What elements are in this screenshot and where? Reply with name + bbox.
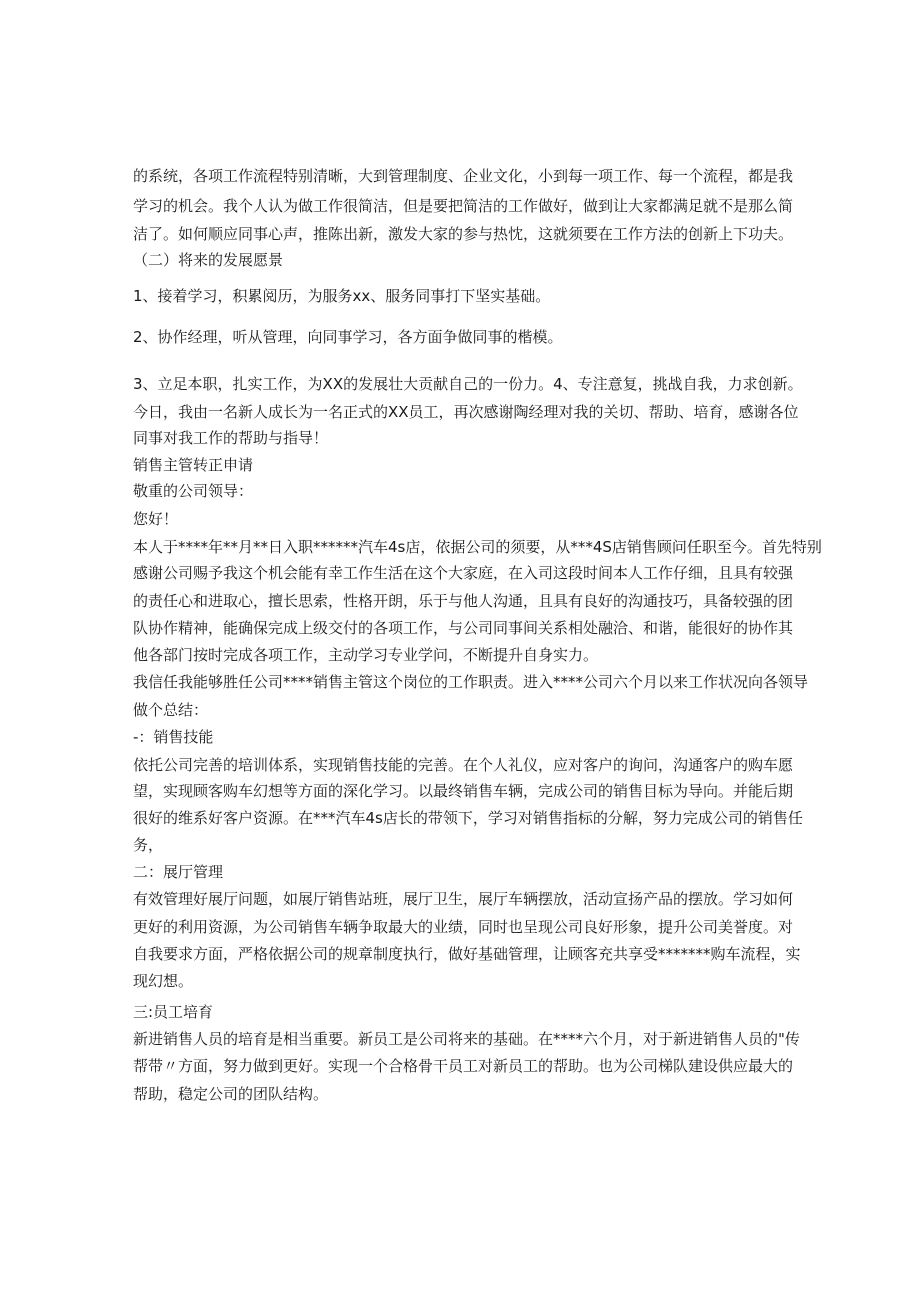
body1-line-3: 的责任心和进取心，擅长思索，性格开朗，乐于与他人沟通，且具有良好的沟通技巧，具备较强的团 [133,592,794,610]
section1-heading: -：销售技能 [133,728,214,746]
body1-line-4: 队协作精神，能确保完成上级交付的各项工作，与公司同事间关系相处融洽、和谐，能很好的协作其 [133,619,794,637]
item3-line-1: 3、立足本职，扎实工作，为XX的发展壮大贡献自己的一份力。4、专注意复，挑战自我，力求创新。 [133,375,803,393]
body1-line-2: 感谢公司赐予我这个机会能有幸工作生活在这个大家庭，在入司这段时间本人工作仔细，且具有较强 [133,564,794,582]
item3-line-3: 同事对我工作的帮助与指导！ [133,429,329,447]
section1-line-1: 依托公司完善的培训体系，实现销售技能的完善。在个人礼仪，应对客户的询问，沟通客户的购车愿 [133,756,794,774]
intro-line-2: 学习的机会。我个人认为做工作很简洁，但是要把简洁的工作做好，做到让大家都满足就不是那么简 [133,197,794,215]
section3-line-2: 帮带〃方面，努力做到更好。实现一个合格骨干员工对新员工的帮助。也为公司梯队建设供应最大的 [133,1057,794,1075]
salutation: 敬重的公司领导： [133,482,254,500]
section3-line-3: 帮助，稳定公司的团队结构。 [133,1085,329,1103]
section2-line-4: 现幻想。 [133,972,194,990]
section3-heading: 三:员工培育 [133,1003,214,1021]
body2-line-1: 我信任我能够胜任公司****销售主管这个岗位的工作职责。进入****公司六个月以来工作状况向各领导 [133,673,809,691]
section2-line-3: 自我要求方面，严格依据公司的规章制度执行，做好基础管理，让顾客充共享受*******购车流程，实 [133,945,801,963]
item3-line-2: 今日，我由一名新人成长为一名正式的XX员工，再次感谢陶经理对我的关切、帮助、培育，感谢各位 [133,403,799,421]
body1-line-1: 本人于****年**月**日入职******汽车4s店，依据公司的须要，从***4S店销售顾问任职至今。首先特别 [133,538,822,556]
future-item-1: 1、接着学习，积累阅历，为服务xx、服务同事打下坚实基础。 [133,287,551,305]
section2-line-1: 有效管理好展厅问题，如展厅销售站班，展厅卫生，展厅车辆摆放，活动宣扬产品的摆放。学习如何 [133,890,794,908]
second-title: 销售主管转正申请 [133,456,254,474]
section2-line-2: 更好的利用资源，为公司销售车辆争取最大的业绩，同时也呈现公司良好形象，提升公司美誉度。对 [133,918,794,936]
future-heading: （二）将来的发展愿景 [133,251,284,269]
intro-line-1: 的系统，各项工作流程特别清晰，大到管理制度、企业文化，小到每一项工作、每一个流程，都是我 [133,167,794,185]
body2-line-2: 做个总结： [133,701,209,719]
section2-heading: 二：展厅管理 [133,863,224,881]
intro-line-3: 洁了。如何顺应同事心声，推陈出新，激发大家的参与热忱，这就须要在工作方法的创新上下功夫。 [133,225,794,243]
future-item-2: 2、协作经理，听从管理，向同事学习，各方面争做同事的楷模。 [133,328,563,346]
section3-line-1: 新进销售人员的培育是相当重要。新员工是公司将来的基础。在****六个月，对于新进销售人员的"传 [133,1030,800,1048]
section1-line-2: 望，实现顾客购车幻想等方面的深化学习。以最终销售车辆，完成公司的销售目标为导向。并能后期 [133,782,794,800]
section1-line-3: 很好的维系好客户资源。在***汽车4s店长的带领下，学习对销售指标的分解，努力完成公司的销售任 [133,809,803,827]
greeting: 您好！ [133,510,179,528]
section1-line-4: 务， [133,836,164,854]
body1-line-5: 他各部门按时完成各项工作，主动学习专业学问，不断提升自身实力。 [133,646,599,664]
